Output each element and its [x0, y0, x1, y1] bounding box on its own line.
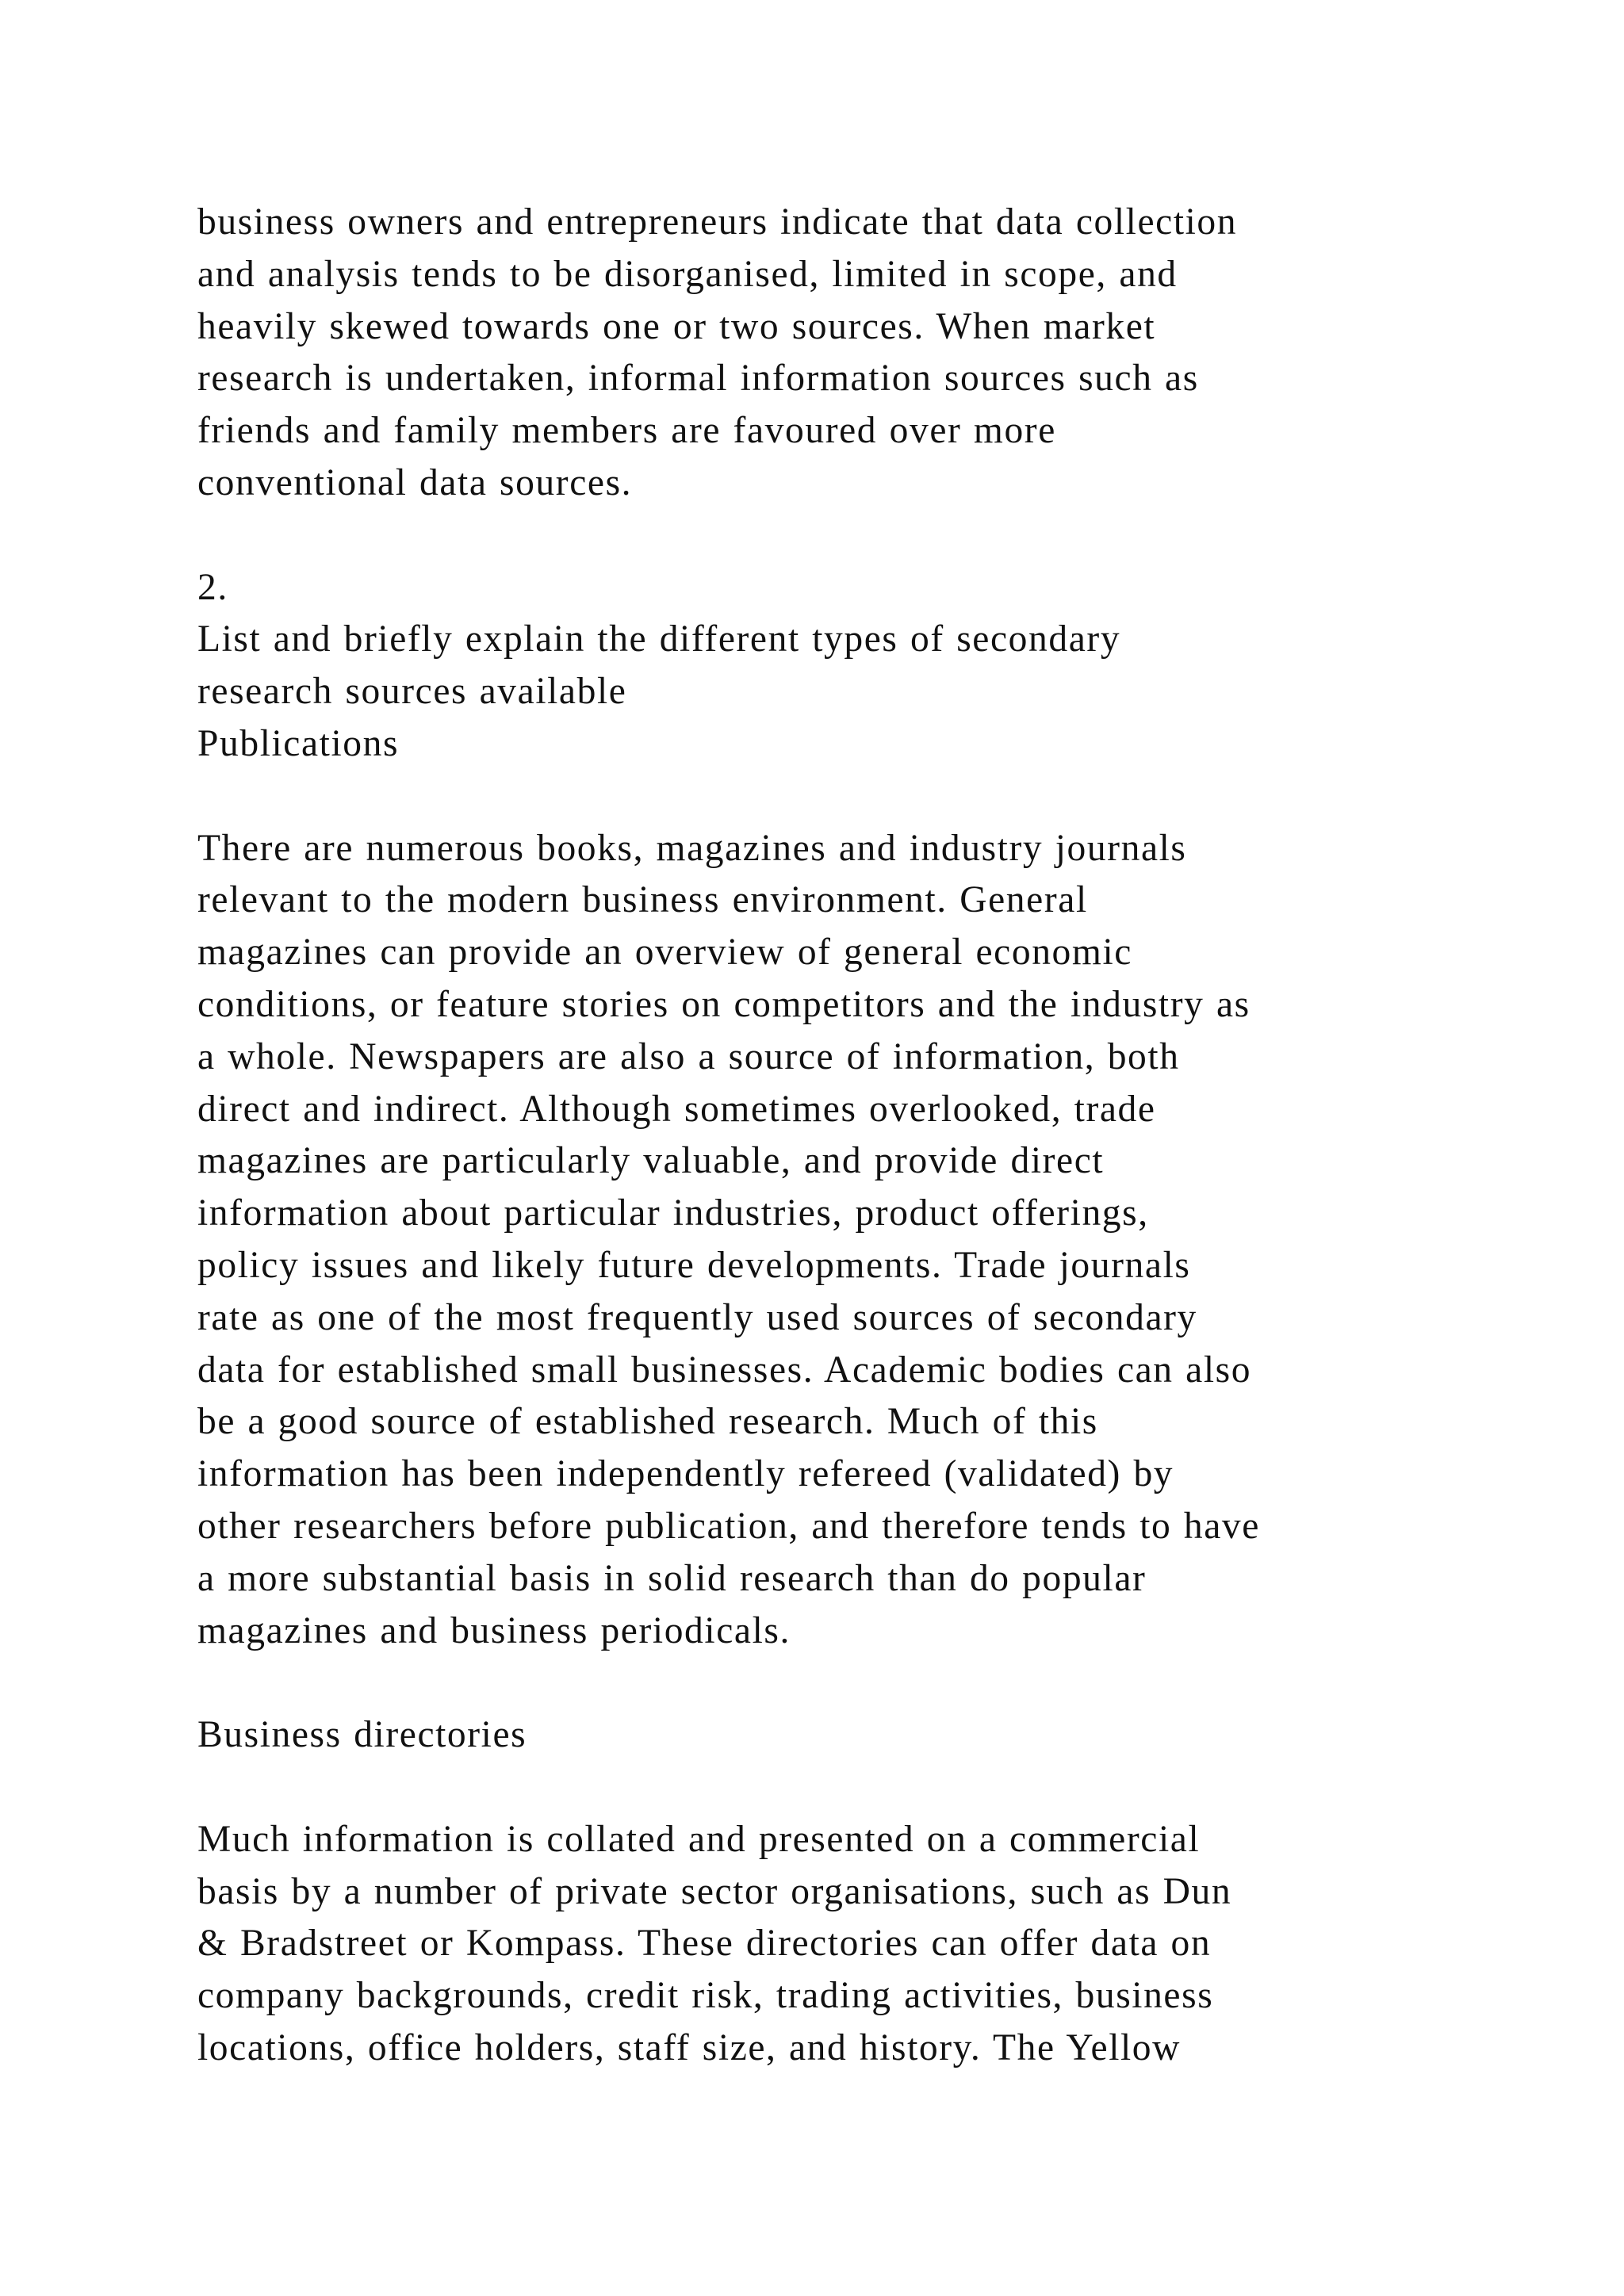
text-line: magazines can provide an overview of general economic	[197, 932, 1132, 974]
text-line: List and briefly explain the different types of secondary	[197, 618, 1121, 660]
text-line: be a good source of established research. Much of this	[197, 1401, 1098, 1443]
text-line: conventional data sources.	[197, 461, 633, 503]
text-line: and analysis tends to be disorganised, limited in scope, and	[197, 253, 1178, 295]
text-line: magazines and business periodicals.	[197, 1609, 791, 1651]
text-line: rate as one of the most frequently used sources of secondary	[197, 1296, 1197, 1338]
text-line: friends and family members are favoured over more	[197, 410, 1056, 452]
text-line: business owners and entrepreneurs indicate that data collection	[197, 201, 1238, 243]
text-line: a whole. Newspapers are also a source of information, both	[197, 1035, 1180, 1077]
publications-paragraph	[197, 823, 1545, 1658]
text-line: research is undertaken, informal information sources such as	[197, 358, 1199, 400]
text-line: & Bradstreet or Kompass. These directories can offer data on	[197, 1923, 1212, 1965]
text-line: other researchers before publication, and therefore tends to have	[197, 1505, 1260, 1547]
paragraph-gap	[197, 510, 1545, 562]
question-text	[197, 614, 1545, 718]
paragraph-gap	[197, 771, 1545, 823]
section-heading-business-directories: Business directories	[197, 1714, 527, 1756]
text-line: a more substantial basis in solid research than do popular	[197, 1557, 1147, 1599]
document-text	[197, 197, 1545, 2075]
text-line: basis by a number of private sector organisations, such as Dun	[197, 1870, 1232, 1912]
text-line: data for established small businesses. Academic bodies can also	[197, 1349, 1252, 1391]
text-line: company backgrounds, credit risk, trading activities, business	[197, 1975, 1214, 2017]
text-line: Much information is collated and presented on a commercial	[197, 1818, 1201, 1860]
intro-paragraph	[197, 197, 1545, 510]
text-line: magazines are particularly valuable, and provide direct	[197, 1140, 1105, 1182]
text-line: information has been independently refereed (validated) by	[197, 1453, 1174, 1495]
text-line: There are numerous books, magazines and industry journals	[197, 827, 1187, 869]
text-line: relevant to the modern business environment. General	[197, 879, 1088, 921]
text-line: direct and indirect. Although sometimes overlooked, trade	[197, 1088, 1156, 1130]
question-number: 2.	[197, 566, 228, 608]
text-line: policy issues and likely future developments. Trade journals	[197, 1244, 1191, 1286]
text-line: heavily skewed towards one or two sources. When market	[197, 305, 1156, 347]
directories-paragraph	[197, 1814, 1545, 2075]
paragraph-gap	[197, 1657, 1545, 1709]
section-heading-publications: Publications	[197, 722, 400, 764]
text-line: information about particular industries, product offerings,	[197, 1192, 1149, 1234]
text-line: locations, office holders, staff size, and history. The Yellow	[197, 2026, 1182, 2068]
text-line: conditions, or feature stories on competitors and the industry as	[197, 983, 1251, 1025]
paragraph-gap	[197, 1762, 1545, 1814]
text-line: research sources available	[197, 671, 627, 713]
